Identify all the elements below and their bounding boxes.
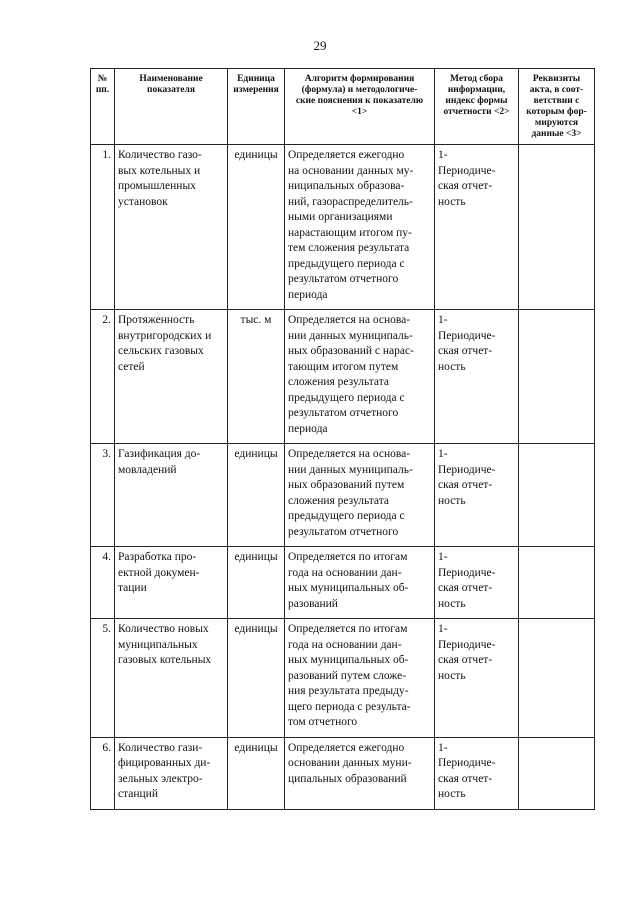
indicator-name: Газификация до- мовладений bbox=[115, 444, 228, 547]
row-number: 2. bbox=[91, 310, 115, 444]
algorithm-text: Определяется ежегодно на основании данных му- ниципальных образова- ний, газораспределитель- ными организациями нарастающим итогом пу- тем сложения результата предыдущего периода с результатом отчетного периода bbox=[285, 145, 435, 310]
header-unit: Единица измерения bbox=[228, 69, 285, 145]
algorithm-text: Определяется на основа- нии данных муниципаль- ных образований путем сложения результата предыдущего периода с результатом отчетного bbox=[285, 444, 435, 547]
unit-of-measure: единицы bbox=[228, 444, 285, 547]
act-requisites bbox=[519, 444, 595, 547]
row-number: 5. bbox=[91, 619, 115, 738]
act-requisites bbox=[519, 737, 595, 809]
indicator-name: Количество гази- фицированных ди- зельных электро- станций bbox=[115, 737, 228, 809]
indicator-name: Разработка про- ектной докумен- тации bbox=[115, 547, 228, 619]
act-requisites bbox=[519, 310, 595, 444]
collection-method: 1- Периодиче- ская отчет- ность bbox=[435, 737, 519, 809]
collection-method: 1- Периодиче- ская отчет- ность bbox=[435, 547, 519, 619]
table-row bbox=[91, 444, 595, 547]
indicator-name: Количество новых муниципальных газовых котельных bbox=[115, 619, 228, 738]
header-indicator-name: Наименование показателя bbox=[115, 69, 228, 145]
table-row bbox=[91, 310, 595, 444]
table-header bbox=[91, 69, 595, 145]
header-number: № пп. bbox=[91, 69, 115, 145]
row-number: 6. bbox=[91, 737, 115, 809]
table-row bbox=[91, 145, 595, 310]
table-row bbox=[91, 619, 595, 738]
collection-method: 1- Периодиче- ская отчет- ность bbox=[435, 619, 519, 738]
unit-of-measure: единицы bbox=[228, 619, 285, 738]
indicators-table bbox=[90, 68, 595, 810]
unit-of-measure: единицы bbox=[228, 737, 285, 809]
act-requisites bbox=[519, 547, 595, 619]
collection-method: 1- Периодиче- ская отчет- ность bbox=[435, 145, 519, 310]
indicator-name: Количество газо- вых котельных и промышленных установок bbox=[115, 145, 228, 310]
act-requisites bbox=[519, 619, 595, 738]
collection-method: 1- Периодиче- ская отчет- ность bbox=[435, 444, 519, 547]
header-act-requisites: Реквизиты акта, в соот- ветствии с которым фор- мируются данные <3> bbox=[519, 69, 595, 145]
row-number: 4. bbox=[91, 547, 115, 619]
row-number: 3. bbox=[91, 444, 115, 547]
indicator-name: Протяженность внутригородских и сельских газовых сетей bbox=[115, 310, 228, 444]
act-requisites bbox=[519, 145, 595, 310]
header-collection-method: Метод сбора информации, индекс формы отчетности <2> bbox=[435, 69, 519, 145]
page-number: 29 bbox=[313, 38, 327, 53]
algorithm-text: Определяется по итогам года на основании дан- ных муниципальных об- разований bbox=[285, 547, 435, 619]
header-algorithm: Алгоритм формирования (формула) и методологиче- ские пояснения к показателю <1> bbox=[285, 69, 435, 145]
algorithm-text: Определяется по итогам года на основании дан- ных муниципальных об- разований путем сложе- ния результата предыду- щего периода с результа- том отчетного bbox=[285, 619, 435, 738]
table-body bbox=[91, 145, 595, 810]
table-row bbox=[91, 547, 595, 619]
row-number: 1. bbox=[91, 145, 115, 310]
table-row bbox=[91, 737, 595, 809]
collection-method: 1- Периодиче- ская отчет- ность bbox=[435, 310, 519, 444]
algorithm-text: Определяется на основа- нии данных муниципаль- ных образований с нарас- тающим итогом путем сложения результата предыдущего периода с результатом отчетного периода bbox=[285, 310, 435, 444]
unit-of-measure: единицы bbox=[228, 547, 285, 619]
unit-of-measure: тыс. м bbox=[228, 310, 285, 444]
unit-of-measure: единицы bbox=[228, 145, 285, 310]
algorithm-text: Определяется ежегодно основании данных муни- ципальных образований bbox=[285, 737, 435, 809]
